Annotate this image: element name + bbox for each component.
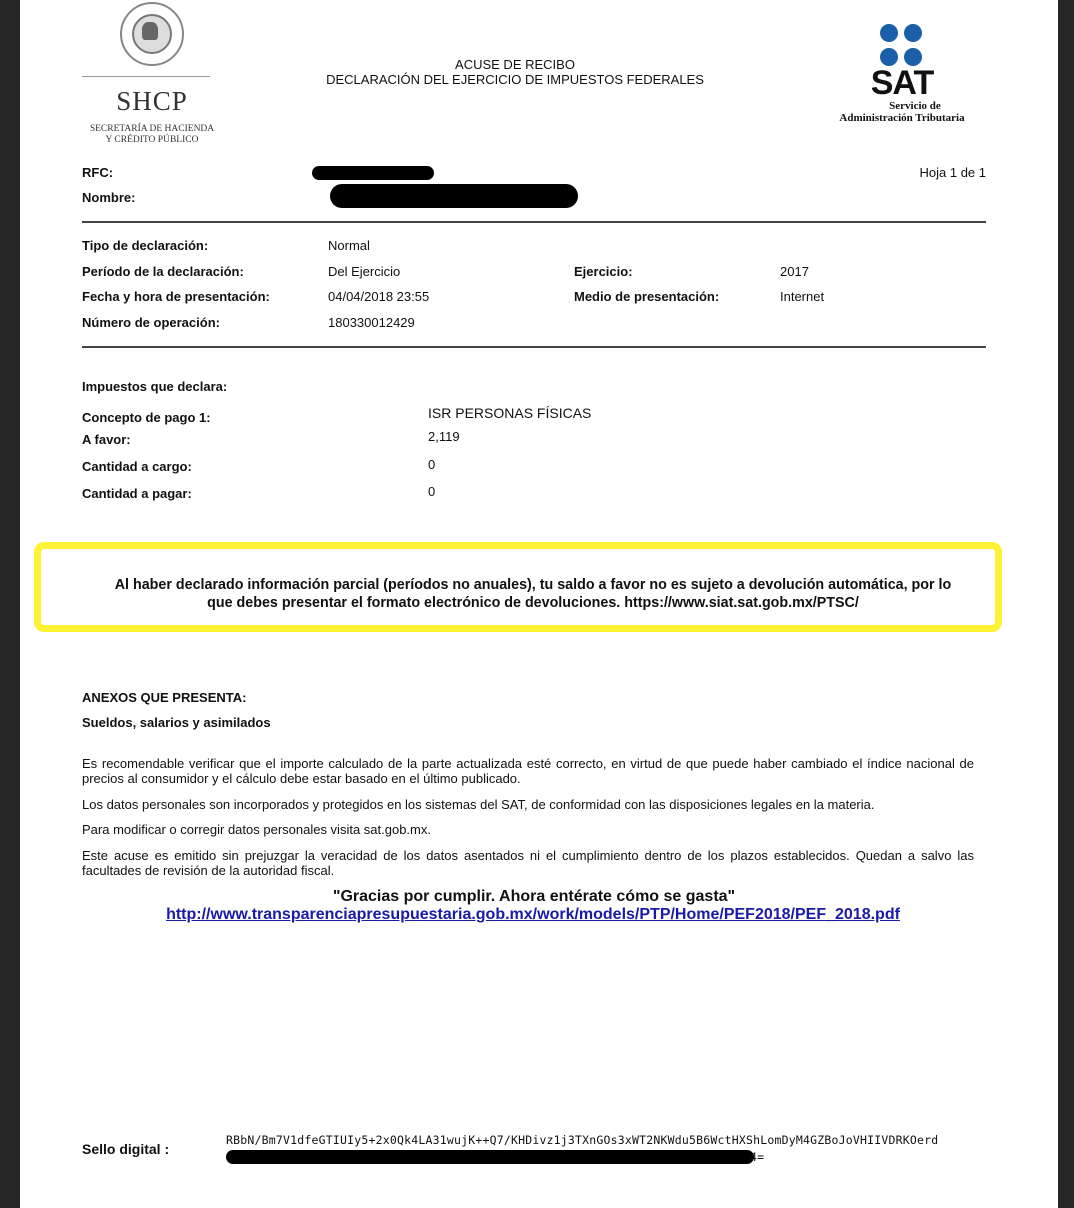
numero-value: 180330012429 <box>328 315 415 330</box>
shcp-line1: SECRETARÍA DE HACIENDA <box>89 124 215 134</box>
cargo-value: 0 <box>428 457 436 472</box>
sat-line1: Servicio de <box>889 100 941 112</box>
rfc-redaction <box>312 166 434 180</box>
shcp-divider <box>82 76 210 77</box>
name-redaction <box>330 184 578 208</box>
concepto-label: Concepto de pago 1: <box>82 410 211 425</box>
medio-value: Internet <box>780 289 825 304</box>
tipo-value: Normal <box>328 238 370 253</box>
annexes-heading: ANEXOS QUE PRESENTA: <box>82 690 247 705</box>
numero-label: Número de operación: <box>82 315 220 330</box>
paragraph-recommendation: Es recomendable verificar que el importe calculado de la parte actualizada esté correcto, en virtud de que puede haber cambiado el índice nacional de precios al consumidor y el cálculo debe estar basado en el último publicado. <box>82 756 974 786</box>
favor-label: A favor: <box>82 432 131 447</box>
transparency-link[interactable]: http://www.transparenciapresupuestaria.gob.mx/work/models/PTP/Home/PEF2018/PEF_2018.pdf <box>166 906 900 923</box>
document-title: ACUSE DE RECIBO <box>455 57 575 72</box>
notice-line1: Al haber declarado información parcial (períodos no anuales), tu saldo a favor no es sujeto a devolución automática, por lo <box>114 577 952 593</box>
paragraph-modify-data: Para modificar o corregir datos personales visita sat.gob.mx. <box>82 822 431 837</box>
sat-line2: Administración Tributaria <box>839 112 965 124</box>
fecha-value: 04/04/2018 23:55 <box>328 289 430 304</box>
mexico-seal-icon <box>120 2 184 66</box>
fecha-label: Fecha y hora de presentación: <box>82 289 270 304</box>
document-subtitle: DECLARACIÓN DEL EJERCICIO DE IMPUESTOS FEDERALES <box>326 72 704 87</box>
medio-label: Medio de presentación: <box>574 289 720 304</box>
pagar-label: Cantidad a pagar: <box>82 486 192 501</box>
paragraph-disclaimer: Este acuse es emitido sin prejuzgar la veracidad de los datos asentados ni el cumplimiento dentro de los plazos establecidos. Quedan a salvo las facultades de revisión de la autoridad fiscal. <box>82 848 974 878</box>
annex-item: Sueldos, salarios y asimilados <box>82 715 271 730</box>
tipo-label: Tipo de declaración: <box>82 238 209 253</box>
seal-line1: RBbN/Bm7V1dfeGTIUIy5+2x0Qk4LA31wujK++Q7/KHDivz1j3TXnGOs3xWT2NKWdu5B6WctHXShLomDyM4GZBoJoVHIIVDRKOerd <box>226 1133 939 1147</box>
periodo-value: Del Ejercicio <box>328 264 401 279</box>
divider-middle <box>82 346 986 348</box>
divider-top <box>82 221 986 223</box>
notice-line2: que debes presentar el formato electrónico de devoluciones. https://www.siat.sat.gob.mx/PTSC/ <box>207 595 859 611</box>
shcp-logo: SHCP <box>116 86 188 116</box>
paragraph-personal-data: Los datos personales son incorporados y protegidos en los sistemas del SAT, de conformidad con las disposiciones legales en la materia. <box>82 797 875 812</box>
shcp-line2: Y CRÉDITO PÚBLICO <box>105 135 199 145</box>
seal-line2-end: 4= <box>750 1150 765 1164</box>
cargo-label: Cantidad a cargo: <box>82 459 192 474</box>
taxes-heading: Impuestos que declara: <box>82 379 228 394</box>
concepto-value: ISR PERSONAS FÍSICAS <box>428 405 592 421</box>
page-info: Hoja 1 de 1 <box>919 165 986 180</box>
seal-redaction <box>226 1150 754 1164</box>
name-label: Nombre: <box>82 190 136 205</box>
document-page <box>20 0 1058 1208</box>
sat-logo: SAT <box>870 64 934 102</box>
ejercicio-value: 2017 <box>780 264 809 279</box>
seal-label: Sello digital : <box>82 1141 170 1157</box>
favor-value: 2,119 <box>428 429 460 444</box>
thanks-quote: "Gracias por cumplir. Ahora entérate cómo se gasta" <box>332 888 736 905</box>
transparency-link-wrap <box>60 906 1006 924</box>
periodo-label: Período de la declaración: <box>82 264 244 279</box>
rfc-label: RFC: <box>82 165 114 180</box>
ejercicio-label: Ejercicio: <box>574 264 633 279</box>
pagar-value: 0 <box>428 484 436 499</box>
